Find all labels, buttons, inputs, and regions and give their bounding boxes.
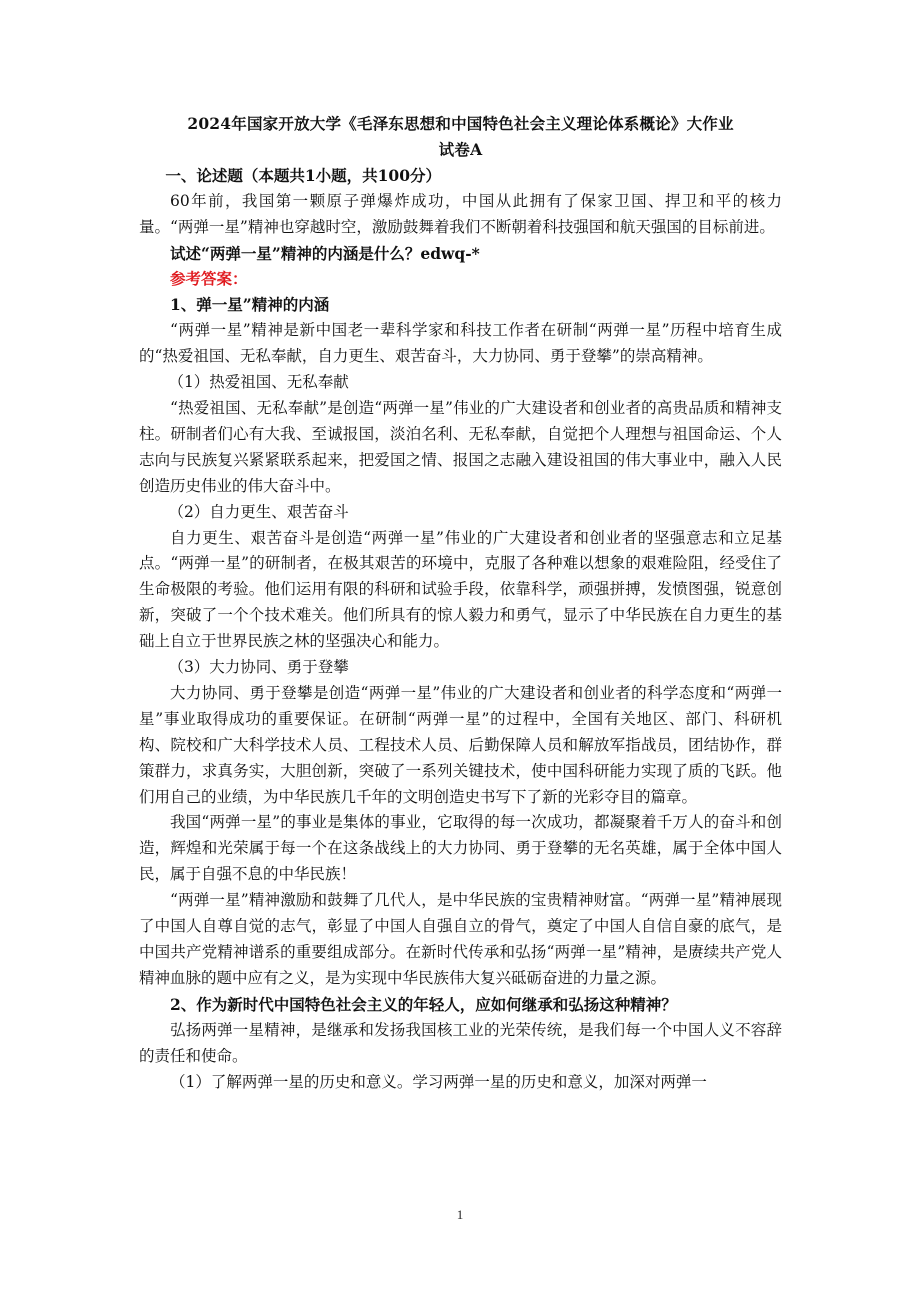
item3-heading: （3）大力协同、勇于登攀: [168, 658, 349, 677]
legacy-paragraph: “两弹一星”精神激励和鼓舞了几代人，是中华民族的宝贵精神财富。“两弹一星”精神展现了中国人自尊自觉的志气，彰显了中国人自强自立的骨气，奠定了中国人自信自豪的底气，是中国共产党精神谱系的重要组成部分。在新时代传承和弘扬“两弹一星”精神，是赓续共产党人精神血脉的题中应有之义，是为实现中华民族伟大复兴砥砺奋进的力量之源。: [139, 891, 782, 987]
item1-body: “热爱祖国、无私奉献”是创造“两弹一星”伟业的广大建设者和创业者的高贵品质和精神支柱。研制者们心有大我、至诚报国，淡泊名利、无私奉献，自觉把个人理想与祖国命运、个人志向与民族复兴紧紧联系起来，把爱国之情、报国之志融入建设祖国的伟大事业中，融入人民创造历史伟业的伟大奋斗中。: [139, 398, 782, 495]
answer-label: 参考答案：: [170, 269, 248, 289]
document-body: [139, 111, 782, 1095]
part2-heading: 2、作为新时代中国特色社会主义的年轻人，应如何继承和弘扬这种精神？: [170, 994, 677, 1014]
part2-item1: （1）了解两弹一星的历史和意义。学习两弹一星的历史和意义，加深对两弹一: [170, 1072, 707, 1091]
item2-heading: （2）自力更生、艰苦奋斗: [168, 502, 349, 521]
section-heading: 一、论述题（本题共1小题，共100分）: [165, 165, 441, 185]
part2-intro: 弘扬两弹一星精神，是继承和发扬我国核工业的光荣传统，是我们每一个中国人义不容辞的责任和使命。: [139, 1020, 782, 1065]
document-title: 2024年国家开放大学《毛泽东思想和中国特色社会主义理论体系概论》大作业: [187, 114, 734, 133]
document-subtitle: 试卷A: [438, 139, 483, 159]
part1-intro: “两弹一星”精神是新中国老一辈科学家和科技工作者在研制“两弹一星”历程中培育生成的“热爱祖国、无私奉献，自力更生、艰苦奋斗，大力协同、勇于登攀”的崇高精神。: [139, 321, 782, 366]
item3-body: 大力协同、勇于登攀是创造“两弹一星”伟业的广大建设者和创业者的科学态度和“两弹一星”事业取得成功的重要保证。在研制“两弹一星”的过程中，全国有关地区、部门、科研机构、院校和广大科学技术人员、工程技术人员、后勤保障人员和解放军指战员，团结协作，群策群力，求真务实，大胆创新，突破了一系列关键技术，使中国科研能力实现了质的飞跃。他们用自己的业绩，为中华民族几千年的文明创造史书写下了新的光彩夺目的篇章。: [139, 683, 782, 806]
question-text: 试述“两弹一星”精神的内涵是什么？edwq-*: [170, 243, 480, 263]
intro-paragraph: 60年前，我国第一颗原子弹爆炸成功，中国从此拥有了保家卫国、捍卫和平的核力量。“两弹一星”精神也穿越时空，激励鼓舞着我们不断朝着科技强国和航天强国的目标前进。: [139, 191, 782, 236]
item1-heading: （1）热爱祖国、无私奉献: [168, 373, 349, 392]
item2-body: 自力更生、艰苦奋斗是创造“两弹一星”伟业的广大建设者和创业者的坚强意志和立足基点。“两弹一星”的研制者，在极其艰苦的环境中，克服了各种难以想象的艰难险阻，经受住了生命极限的考验。他们运用有限的科研和试验手段，依靠科学，顽强拼搏，发愤图强，锐意创新，突破了一个个技术难关。他们所具有的惊人毅力和勇气，显示了中华民族在自力更生的基础上自立于世界民族之林的坚强决心和能力。: [139, 528, 782, 651]
collective-paragraph: 我国“两弹一星”的事业是集体的事业，它取得的每一次成功，都凝聚着千万人的奋斗和创造，辉煌和光荣属于每一个在这条战线上的大力协同、勇于登攀的无名英雄，属于全体中国人民，属于自强不息的中华民族！: [139, 813, 782, 884]
part1-heading: 1、弹一星”精神的内涵: [170, 295, 330, 315]
page-number: 1: [456, 1207, 464, 1222]
